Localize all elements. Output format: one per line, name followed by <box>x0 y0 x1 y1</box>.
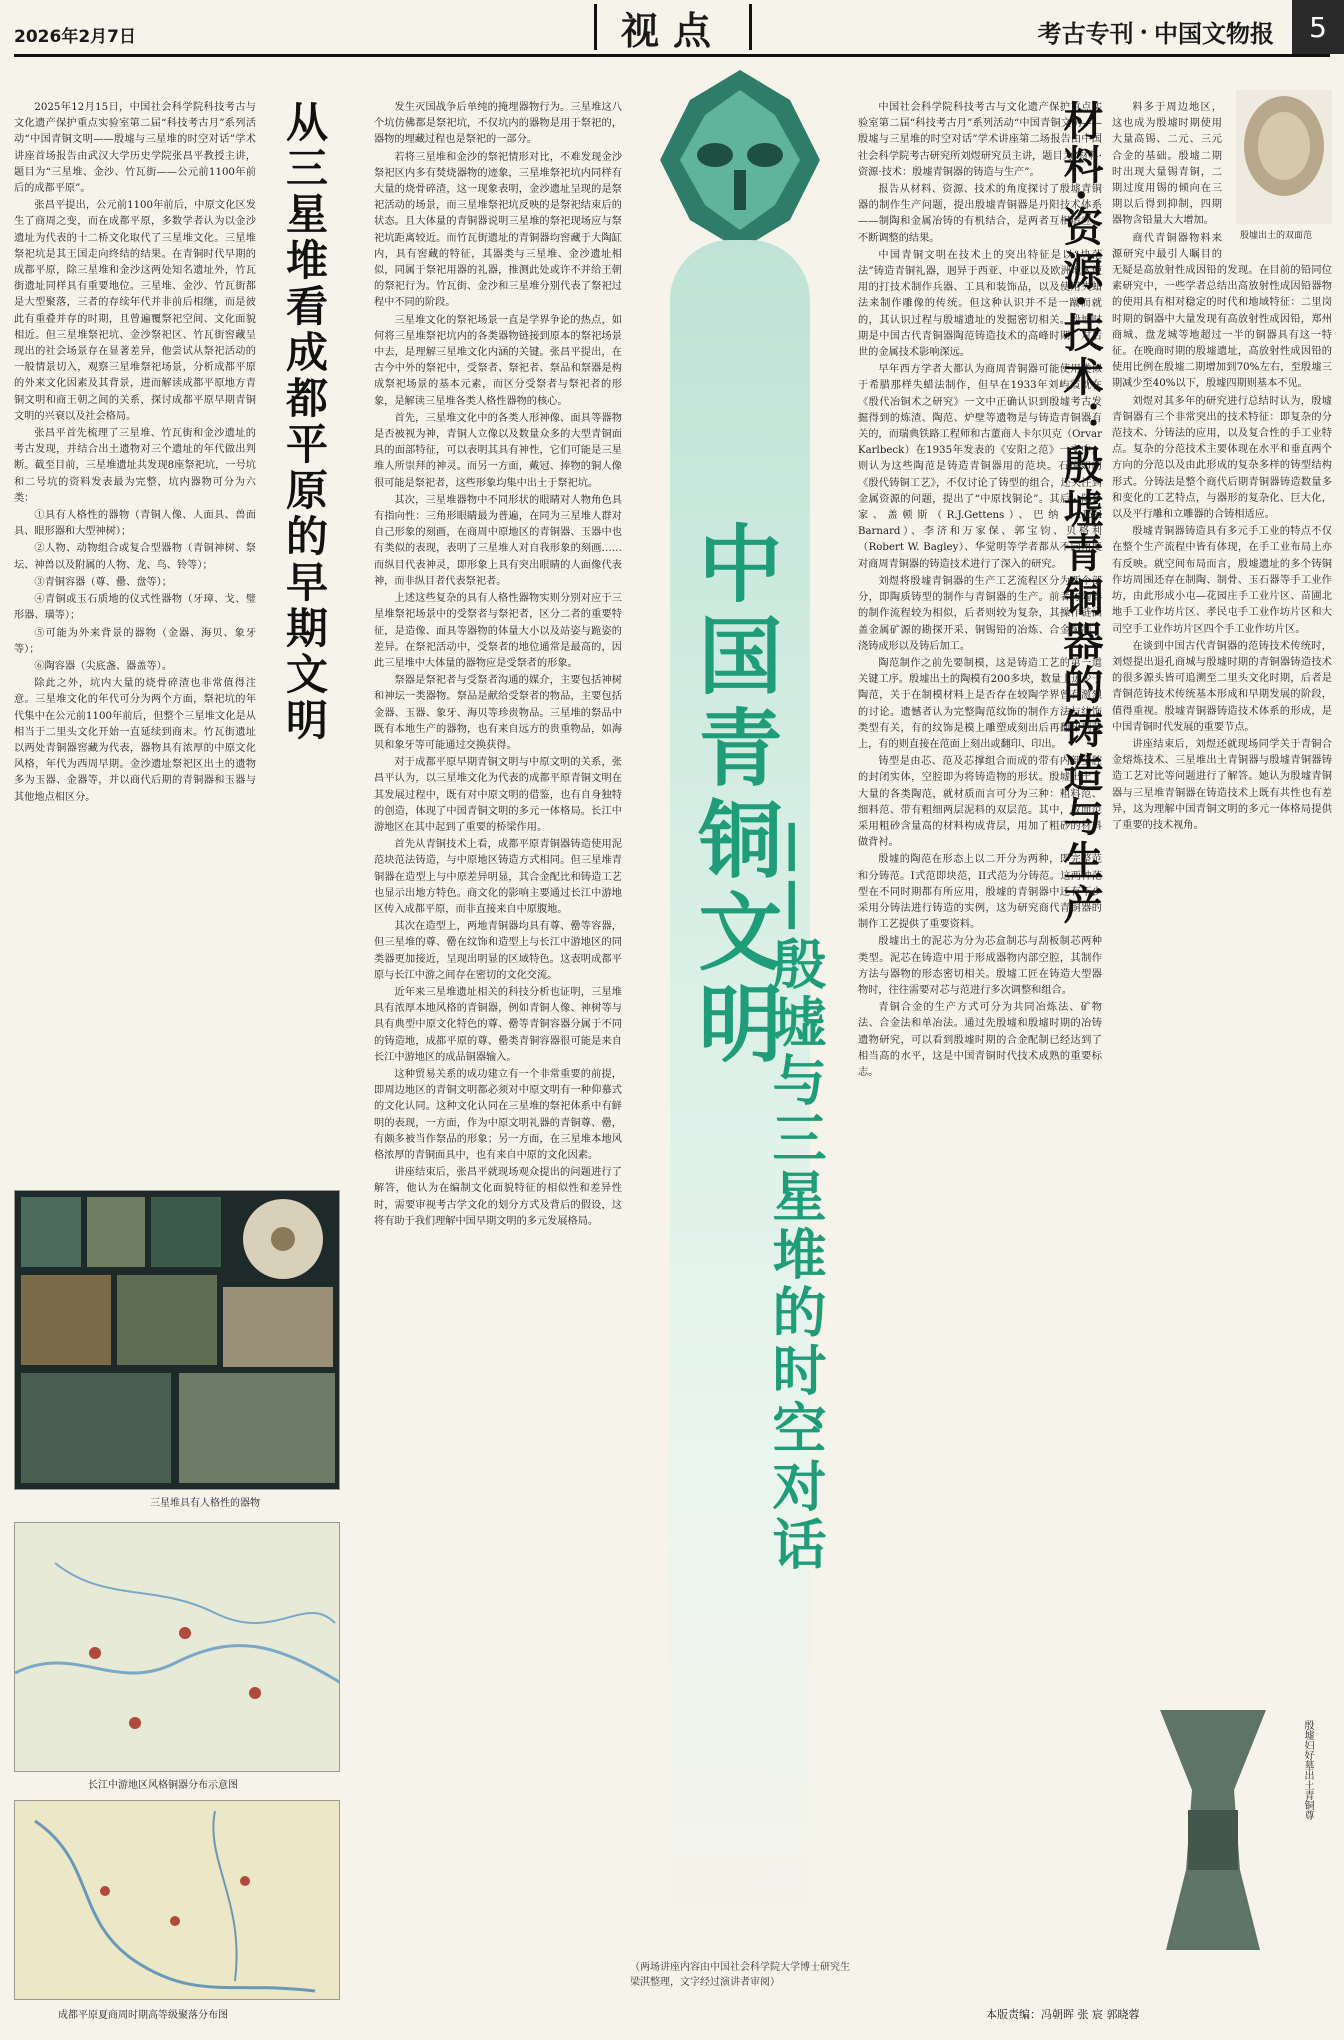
paragraph: ①具有人格性的器物（青铜人像、人面具、兽面具、眼形器和大型神树）； <box>14 510 256 538</box>
map-yangtze <box>14 1522 340 1772</box>
paragraph: 殷墟出土的泥芯为分为芯盒制芯与刮板制芯两种类型。泥芯在铸造中用于形成器物内部空腔，其制作方法与器物的形态密切相关。殷墟工匠在铸造大型器物时，往往需要对芯与范进行多次调整和组合。 <box>858 936 1102 996</box>
paragraph: 对于成都平原早期青铜文明与中原文明的关系，张昌平认为，以三星堆文化为代表的成都平原青铜文明在其发展过程中，既有对中原文明的借鉴，也有自身独特的创造，体现了中国青铜文明的多元一体格局。长江中游地区在其中起到了重要的桥梁作用。 <box>374 757 622 833</box>
feature-main-title: 中国青铜文明 <box>685 520 784 1072</box>
paragraph: 报告从材料、资源、技术的角度探讨了殷墟青铜器的制作生产问题，提出殷墟青铜器是丹阳技术体系——制陶和金属冶铸的有机结合，是两者互相适应、不断调整的结果。 <box>858 184 1102 244</box>
bronze-mask-icon <box>640 60 840 260</box>
page-number: 5 <box>1292 0 1344 54</box>
bronze-artifacts-illustration <box>15 1191 340 1490</box>
paragraph: 首先，三星堆文化中的各类人形神像、面具等器物是否被视为神，青铜人立像以及数量众多的大型青铜面具的面部特征，可以表明其具有神性，它们可能是三星堆人所崇拜的神灵。而另一方面，戴冠、捧物的铜人像很可能是祭祀者，这些形象均集中出土于祭祀坑。 <box>374 412 622 489</box>
paragraph: 除此之外，坑内大量的烧骨碎渣也非常值得注意。三星堆文化的年代可分为两个方面，祭祀坑的年代集中在公元前1100年前后，但整个三星堆文化是从相当于二里头文化开始一直延续到商末。竹瓦街遗址以两处青铜器窖藏为代表，器物具有浓厚的中原文化风格，年代为西周早期。金沙遗址祭祀区出土的遗物多为玉器、金器等，并以商代后期的青铜器和玉器与其他地点相区分。 <box>14 678 256 803</box>
mold-illustration <box>1236 90 1332 210</box>
paragraph: 发生灭国战争后单纯的掩埋器物行为。三星堆这八个坑仿佛都是祭祀坑，不仅坑内的器物是用于祭祀的，器物的埋藏过程也是祭祀的一部分。 <box>374 102 622 146</box>
left-article-title: 从三星堆看成都平原的早期文明 <box>280 100 329 744</box>
center-feature <box>630 60 852 1990</box>
mold-photo <box>1236 90 1332 224</box>
paragraph: 殷墟的陶范在形态上以二开分为两种，即完整范和分铸范。I式范即块范，II式范为分铸范。这两种范型在不同时期都有所应用，殷墟的青铜器中还有不少采用分铸法进行铸造的实例，这为研究商代青铜器的制作工艺提供了重要资料。 <box>858 854 1102 931</box>
left-article-column-2 <box>374 100 622 1980</box>
paragraph: 若将三星堆和金沙的祭祀情形对比，不难发现金沙祭祀区内多有焚烧器物的迹象，三星堆祭祀坑内同样有大量的烧骨碎渣，这一现象表明，金沙遗址呈现的是祭祀活动的场景，而三星堆祭祀坑反映的是祭祀结束后的状态。且大体量的青铜器说明三星堆的祭祀现场应与祭祀坑距离较近。而竹瓦街遗址的青铜器均窖藏于大陶缸内，具有窖藏的特征，其器类与三星堆、金沙遗址相似，同属于祭祀用器的礼器，推测此处或许不并给王朝的祭祀行为。竹瓦街、金沙和三星堆分别代表了祭祀过程中不同的阶段。 <box>374 151 622 309</box>
map-chengdu <box>14 1800 340 2000</box>
masthead-right <box>1038 14 1274 49</box>
paragraph: ⑥陶容器（尖底盏、器盖等）。 <box>34 660 172 672</box>
editor-credits: 本版责编：冯朝晖 张 宸 郭晓蓉 <box>986 2008 1140 2021</box>
separator-dot: · <box>1139 17 1148 46</box>
paragraph: 三星堆文化的祭祀场景一直是学界争论的热点，如何将三星堆祭祀坑内的各类器物链接到原本的祭祀场景中去，是理解三星堆文化内涵的关键。张昌平提出，在古今中外的祭祀中，受祭者、祭祀者、祭品和祭器是构成祭祀场景的基本元素，而区分受祭者与祭祀者的形象，是解读三星堆各类人格性器物的核心。 <box>374 314 622 407</box>
paragraph: ⑤可能为外来背景的器物（金器、海贝、象牙等）； <box>14 627 256 655</box>
feature-note: （两场讲座内容由中国社会科学院大学博士研究生梁淇整理，文字经过演讲者审阅） <box>630 1962 850 1988</box>
map-illustration <box>15 1801 340 2000</box>
supplement-label: 考古专刊 <box>1037 19 1134 48</box>
paragraph: 中国青铜文明在技术上的突出特征是以“块范法”铸造青铜礼器，迥异于西亚、中亚以及欧洲地区使用的打技术制作兵器、工具和装饰品，以及使用失蜡法来制作雕像的传统。但这种认识并不是一蹴而就的，其认识过程与殷墟遗址的发掘密切相关。殷墟时期是中国古代青铜器陶范铸造技术的高峰时期，对后世的金属技术影响深远。 <box>858 249 1102 359</box>
paragraph: ④青铜或玉石质地的仪式性器物（牙璋、戈、璧形器、璜等）； <box>14 594 256 622</box>
paragraph: 其次，三星堆器物中不同形状的眼睛对人物角色具有指向性：三角形眼睛最为普遍，在同为三星堆人群对自己形象的刻画，在商周中原地区的青铜器、玉器中也有类似的表现，表明了三星堆人对自我形象的刻画……而纵目代表神灵，即形象上具有突出眼睛的人面像代表神，而非纵目者代表祭祀者。 <box>374 494 622 587</box>
paragraph: 上述这些复杂的具有人格性器物实则分别对应于三星堆祭祀场景中的受祭者与祭祀者，区分二者的重要特征，是造像、面具等器物的体量大小以及站姿与跪姿的差异。在祭祀活动中，受祭者的地位通常是最高的，因此三星堆中大体量的器物应是受祭者的形象。 <box>374 593 622 669</box>
paragraph: 近年来三星堆遗址相关的科技分析也证明，三星堆具有浓厚本地风格的青铜器，例如青铜人像、神树等与具有典型中原文化特色的尊、罍等青铜容器分属于不同的铸造地，成都平原的尊、罍类青铜容器很可能是来自长江中游地区的成品铜器输入。 <box>374 986 622 1063</box>
map-illustration <box>15 1523 340 1772</box>
paragraph: 刘煜对其多年的研究进行总结时认为，殷墟青铜器有三个非常突出的技术特征：即复杂的分范技术、分铸法的应用，以及复合性的手工业特点。复杂的分范技术主要体现在水平和垂直两个方向的分范以及由此形成的复杂多样的铸型结构形式。分铸法是整个商代后期青铜器铸造数量多和变化的工艺特点，与器形的复杂化、巨大化，以及平行雕和立雕器的合铸相适应。 <box>1112 395 1332 521</box>
section-label: 视点 <box>620 7 725 53</box>
feature-sub-title: ——殷墟与三星堆的时空对话 <box>764 820 828 1574</box>
paragraph: 中国社会科学院科技考古与文化遗产保护重点实验室第二届“科技考古月”系列活动“中国青铜文明——殷墟与三星堆的时空对话”学术讲座第二场报告由中国社会科学院考古研究所刘煜研究员主讲，题目为“材料·资源·技术：殷墟青铜器的铸造与生产”。 <box>858 102 1102 178</box>
paragraph: 其次在造型上，两地青铜器均具有尊、罍等容器，但三星堆的尊、罍在纹饰和造型上与长江中游地区的同类器更加接近，呈现出明显的区域特色。这表明成都平原与长江中游之间存在密切的文化交流。 <box>374 921 622 981</box>
paragraph: 首先从青铜技术上看，成都平原青铜器铸造使用泥范块范法铸造，与中原地区铸造方式相同。但三星堆青铜器在造型上与中原差异明显，其合金配比和铸造工艺也显示出地方特色。商文化的影响主要通过长江中游地区传入成都平原，而非直接来自中原腹地。 <box>374 839 622 915</box>
paragraph: 料多于周边地区，这也成为殷墟时期使用大量高锡、二元、三元合金的基础。殷墟二期时出现大量锡青铜，二期过度用锡的倾向在三期以后得到抑制，四期器物含铅量大大增加。 <box>1112 102 1222 227</box>
page-header <box>0 0 1344 54</box>
mold-caption: 殷墟出土的双面范 <box>1240 231 1313 241</box>
vessel-caption: 殷墟妇好墓出土青铜尊 <box>1302 1720 1313 1820</box>
right-article-title: 材料·资源·技术：殷墟青铜器的铸造与生产 <box>1057 100 1104 928</box>
paragraph: 早年西方学者大都认为商周青铜器可能使用类似于希腊那样失蜡法制作，但早在1933年刘屿霞就在《殷代冶铜术之研究》一文中正确认识到殷墟考古发掘得到的炼渣、陶范、炉壁等遗物是与铸造青铜器有关的，而瑞典铁路工程师和古董商人卡尔贝克（Orvar Karlbeck）在1935年发表的《安阳之范》一文中，则认为这些陶范是铸造青铜器用的范块。石璋如的《殷代铸铜工艺》，不仅讨论了铸型的组合，还关注到金属资源的问题，提出了“中原找铜论”。其后，陈梦家、盖顿斯（R.J.Gettens）、巴纳（Noel Barnard）、李济和万家保、郭宝钧、贝格利（Robert W. Bagley）、华觉明等学者都从不同角度对商周青铜器的铸造技术进行了深入的研究。 <box>858 364 1102 570</box>
paragraph: 这种贸易关系的成功建立有一个非常重要的前提，即周边地区的青铜文明都必须对中原文明有一种仰慕式的文化认同。这种文化认同在三星堆的祭祀体系中有鲜明的表现，一方面，作为中原文明礼器的青铜尊、罍，有颇多被当作祭品的形象；另一方面，在三星堆本地风格浓厚的青铜面具中，也有来自中原的文化因素。 <box>374 1068 622 1161</box>
paragraph: 陶范制作之前先要制模，这是铸造工艺的第一道关键工序。殷墟出土的陶模有200多块，数量上远少于陶范，关于在制模材料上是否存在较陶学界曾有激烈的讨论。遗憾者认为完整陶范纹饰的制作方法与纹饰类型有关，有的纹饰是模上雕塑成刻出后再翻印到范上，有的则直接在范面上刻出或翻印、印出。 <box>858 657 1102 750</box>
artifacts-caption: 三星堆具有人格性的器物 <box>150 1498 260 1509</box>
header-rule <box>14 54 1330 57</box>
paragraph: 祭器是祭祀者与受祭者沟通的媒介，主要包括神树和神坛一类器物。祭品是献给受祭者的物品，主要包括金器、玉器、象牙、海贝等珍贵物品。三星堆的祭品中既有本地生产的器物，也有来自远方的贵重物品，如海贝和象牙等可能通过交换获得。 <box>374 675 622 751</box>
paragraph: 青铜合金的生产方式可分为共同冶炼法、矿物法、合金法和单冶法。通过先殷墟和殷墟时期的冶铸遗物研究，可以看到殷墟时期的合金配制已经达到了相当高的水平，这是中国青铜时代技术成熟的重要标志。 <box>858 1002 1102 1078</box>
map-chengdu-caption: 成都平原夏商周时期高等级聚落分布图 <box>58 2010 228 2021</box>
paragraph: 张昌平首先梳理了三星堆、竹瓦街和金沙遗址的考古发现，并结合出土遗物对三个遗址的年代做出判断。截至目前，三星堆遗址共发现8座祭祀坑，一号坑和二号坑的资料发表最为完整，坑内器物可分为六类： <box>14 428 256 504</box>
section-label-box <box>594 4 752 53</box>
paragraph: 张昌平提出，公元前1100年前后，中原文化区发生了商周之变，而在成都平原，多数学者认为以金沙遗址为代表的十二桥文化取代了三星堆文化。三星堆祭祀坑是其王国走向终结的结果。在青铜时代早期的成都平原，除三星堆和金沙这两处知名遗址外，竹瓦街遗址同样具有重要地位。三星堆、金沙、竹瓦街都是大型聚落，三者的存续年代并非前后相继，而是彼此有重叠并存的时期，且曾遍覆祭祀空间、文化面貌相近。但三星堆祭祀坑、金沙祭祀区、竹瓦街窖藏呈现出的社会场景存在显著差异，他尝试从祭祀活动的一般情景切入，观察三星堆祭祀场景，分析成都平原的外来文化因素及其背景，进而解读成都平原地方青铜文明和商王朝之间的关系，探讨成都平原早期青铜文明的兴衰以及社会格局。 <box>14 200 256 422</box>
paragraph: 2025年12月15日，中国社会科学院科技考古与文化遗产保护重点实验室第二届“科技考古月”系列活动“中国青铜文明——殷墟与三星堆的时空对话”学术讲座首场报告由武汉大学历史学院张昌平教授主讲，题目为“三星堆、金沙、竹瓦街——公元前1100年前后的成都平原”。 <box>14 102 256 195</box>
paragraph: ③青铜容器（尊、罍、盘等）； <box>34 576 172 588</box>
paper-name: 中国文物报 <box>1154 19 1274 48</box>
paragraph: 商代青铜器物料来源研究中最引人瞩目的无疑是高放射性成因铅的发现。在目前的铅同位素研究中，一些学者总结出高放射性成因铅器物的使用具有相对稳定的时代和地域特征：二里岗时期的铜器中大量发现有高放射性成因铅，郑州商城、盘龙城等地超过一半的铜器具有这一特征。在晚商时期的殷墟遗址，高放射性成因铅的使用比例在殷墟二期增加到70%左右，至殷墟三期减少至40%以下，殷墟四期则基本不见。 <box>1112 232 1332 390</box>
artifacts-photo <box>14 1190 340 1490</box>
bronze-zun-illustration <box>1150 1700 1276 1960</box>
right-article-column-2 <box>1112 100 1332 1980</box>
paragraph: 讲座结束后，张昌平就现场观众提出的问题进行了解答，他认为在编制文化面貌特征的相似性和差异性时，需要审视考古学文化的划分方式及背后的假设，这将有助于我们理解中国早期文明的多元发展格局。 <box>374 1167 622 1227</box>
paragraph: 讲座结束后，刘煜还就现场同学关于青铜合金熔炼技术、三星堆出土青铜器与殷墟青铜器铸造工艺对比等问题进行了解答。她认为殷墟青铜器与三星堆青铜器在铸造技术上既有共性也有差异，这为理解中国青铜文明的多元一体格局提供了重要的技术视角。 <box>1112 738 1332 831</box>
issue-date: 2026年2月7日 <box>14 27 136 47</box>
paragraph: 在谈到中国古代青铜器的范铸技术传统时，刘煜提出退孔商城与殷墟时期的青铜器铸造技术的很多源头皆可追溯至二里头文化时期，后者是青铜范铸技术传统基本形成和早期发展的阶段，值得重视。殷墟青铜器铸造技术体系的形成，是中国青铜时代发展的重要节点。 <box>1112 640 1332 733</box>
paragraph: 刘煜将殷墟青铜器的生产工艺流程区分为两个部分，即陶质铸型的制作与青铜器的生产。前者与陶器的制作流程较为相似，后者则较为复杂，其操作链涵盖金属矿源的勘探开采、铜锡铅的冶炼、合金配制、浇铸成形以及铸后加工。 <box>858 575 1102 652</box>
map-yangtze-caption: 长江中游地区风格铜器分布示意图 <box>88 1780 238 1791</box>
paragraph: ②人物、动物组合或复合型器物（青铜神树、祭坛、神兽以及附属的人物、龙、鸟、铃等）； <box>14 543 256 571</box>
paragraph: 铸型是由芯、范及芯撑组合而成的带有内部空腔的封闭实体，空腔即为将铸造物的形状。殷墟出土了大量的各类陶范，就材质而言可分为三种：粗料范、细料范、带有粗细两层泥料的双层范。其中，双面范采用粗砂含量高的材料构成背层，用加了粗砂的材料做背衬。 <box>858 756 1102 849</box>
vessel-photo <box>1150 1700 1276 1960</box>
paragraph: 殷墟青铜器铸造具有多元手工业的特点不仅在整个生产流程中皆有体现，在手工业布局上亦有反映。就空间布局而言，殷墟遗址的多个铸铜作坊周围还存在制陶、制骨、玉石器等手工业作坊，由此形成小屯—花园庄手工业片区、苗圃北地手工业作坊片区、孝民屯手工业作坊片区和大司空手工业作坊片区四个手工业作坊片区。 <box>1112 526 1332 635</box>
left-article-column-1 <box>14 100 256 1182</box>
